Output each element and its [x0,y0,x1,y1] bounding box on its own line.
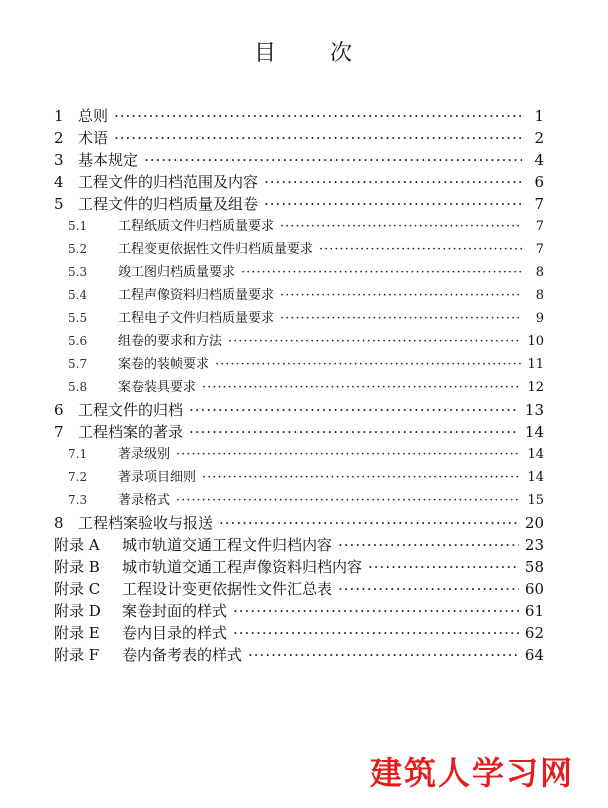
toc-page-number: 8 [535,288,544,303]
toc-entry-title: 著录格式 [118,493,171,508]
toc-dot-leader [219,512,519,534]
toc-entry[interactable] [54,512,544,534]
toc-page-number: 15 [527,493,544,508]
toc-entry-title: 案卷装具要求 [118,380,197,395]
toc-entry[interactable] [54,556,544,578]
toc-entry-title: 案卷封面的样式 [122,602,228,620]
toc-entry[interactable] [54,127,544,149]
toc-entry-title: 工程档案的著录 [78,423,184,441]
toc-entry-title: 工程纸质文件归档质量要求 [118,219,275,234]
toc-entry-title: 工程文件的归档范围及内容 [78,173,259,191]
toc-dot-leader [280,285,522,307]
toc-page-number: 7 [535,219,544,234]
toc-page-number: 14 [524,423,544,441]
toc-page-number: 10 [527,334,544,349]
toc-entry[interactable] [54,307,544,330]
toc-page-number: 58 [524,558,544,576]
toc-entry-number: 7 [54,423,64,441]
toc-entry-title: 工程文件的归档 [78,401,184,419]
toc-entry[interactable] [54,600,544,622]
toc-dot-leader [319,239,522,261]
toc-page-number: 9 [535,311,544,326]
toc-page-number: 20 [524,514,544,532]
toc-page-number: 23 [524,536,544,554]
toc-dot-leader [228,331,521,353]
toc-entry[interactable] [54,644,544,666]
toc-dot-leader [202,377,521,399]
toc-entry-title: 竣工图归档质量要求 [118,265,236,280]
toc-entry-title: 案卷的装帧要求 [118,357,210,372]
toc-entry-title: 基本规定 [78,151,139,169]
toc-entry[interactable] [54,443,544,466]
toc-page-number: 61 [524,602,544,620]
toc-entry[interactable] [54,466,544,489]
toc-page-number: 7 [535,242,544,257]
toc-dot-leader [338,578,519,600]
toc-entry-number: 6 [54,401,64,419]
page-title [0,36,608,67]
toc-page-number: 14 [527,447,544,462]
toc-entry-title: 著录级别 [118,447,171,462]
toc-entry[interactable] [54,261,544,284]
toc-page-number: 2 [534,129,544,147]
toc-dot-leader [189,399,519,421]
toc-entry-number: 2 [54,129,64,147]
toc-entry-title: 著录项目细则 [118,470,197,485]
toc-entry-number: 7.3 [68,493,88,507]
title-char-left: 目 [253,41,278,66]
toc-entry-title: 城市轨道交通工程声像资料归档内容 [122,558,363,576]
toc-entry[interactable] [54,171,544,193]
toc-entry-number: 附录 E [54,624,100,642]
title-char-right: 次 [330,41,355,66]
toc-entry-title: 总则 [78,107,109,125]
toc-entry-number: 1 [54,107,64,125]
toc-entry[interactable] [54,238,544,261]
toc-page-number: 62 [524,624,544,642]
toc-entry-number: 附录 B [54,558,100,576]
toc-entry[interactable] [54,215,544,238]
toc-entry-number: 附录 D [54,602,101,620]
toc-entry-title: 城市轨道交通工程文件归档内容 [122,536,333,554]
toc-entry[interactable] [54,105,544,127]
toc-page-number: 12 [527,380,544,395]
toc-entry-number: 7.2 [68,470,88,484]
toc-dot-leader [280,216,522,238]
toc-dot-leader [114,127,522,149]
toc-entry-number: 附录 C [54,580,101,598]
toc-entry-title: 术语 [78,129,109,147]
toc-page-number: 13 [524,401,544,419]
toc-page-number: 7 [534,195,544,213]
toc-entry-number: 8 [54,514,64,532]
toc-page-number: 60 [524,580,544,598]
toc-entry-number: 5.1 [68,219,88,233]
toc-page-number: 6 [534,173,544,191]
toc-entry-number: 附录 A [54,536,100,554]
toc-entry-title: 卷内备考表的样式 [122,646,243,664]
toc-dot-leader [176,444,521,466]
toc-entry[interactable] [54,578,544,600]
toc-entry[interactable] [54,376,544,399]
toc-dot-leader [264,171,522,193]
toc-entry-number: 5.6 [68,334,88,348]
toc-entry-number: 5.3 [68,265,88,279]
toc-entry[interactable] [54,353,544,376]
toc-dot-leader [189,421,519,443]
toc-entry[interactable] [54,622,544,644]
toc-entry-number: 5 [54,195,64,213]
toc-entry-title: 组卷的要求和方法 [118,334,223,349]
toc-entry-number: 5.4 [68,288,88,302]
toc-dot-leader [215,354,521,376]
toc-page-number: 14 [527,470,544,485]
toc-dot-leader [241,262,522,284]
toc-entry-title: 工程设计变更依据性文件汇总表 [122,580,333,598]
toc-entry[interactable] [54,330,544,353]
toc-dot-leader [368,556,519,578]
toc-dot-leader [144,149,522,171]
watermark-logo: 建筑人学习网 [369,754,574,792]
toc-entry-number: 4 [54,173,64,191]
toc-entry-title: 工程声像资料归档质量要求 [118,288,275,303]
toc-dot-leader [233,600,519,622]
toc-entry-number: 7.1 [68,447,88,461]
toc-dot-leader [114,105,522,127]
toc-entry-number: 5.7 [68,357,88,371]
toc-dot-leader [280,308,522,330]
toc-entry-title: 卷内目录的样式 [122,624,228,642]
toc-entry-title: 工程文件的归档质量及组卷 [78,195,259,213]
toc-entry-number: 5.8 [68,380,88,394]
toc-entry-title: 工程档案验收与报送 [78,514,214,532]
toc-dot-leader [248,644,519,666]
toc-entry[interactable] [54,421,544,443]
toc-page-number: 4 [534,151,544,169]
toc-entry[interactable] [54,193,544,215]
toc-entry-title: 工程变更依据性文件归档质量要求 [118,242,314,257]
toc-entry-number: 5.2 [68,242,88,256]
toc-entry-number: 3 [54,151,64,169]
toc-dot-leader [202,467,521,489]
toc-dot-leader [233,622,519,644]
toc-page-number: 1 [534,107,544,125]
toc-entry-number: 附录 F [54,646,100,664]
toc-entry[interactable] [54,149,544,171]
toc-page-number: 11 [527,357,544,372]
toc-dot-leader [338,534,519,556]
toc-dot-leader [176,490,521,512]
toc-dot-leader [264,193,522,215]
toc-entry-title: 工程电子文件归档质量要求 [118,311,275,326]
toc-entry-number: 5.5 [68,311,88,325]
toc-page-number: 64 [524,646,544,664]
toc-entry[interactable] [54,534,544,556]
toc-entry[interactable] [54,489,544,512]
toc-entry[interactable] [54,284,544,307]
toc-page-number: 8 [535,265,544,280]
table-of-contents [54,105,544,666]
toc-entry[interactable] [54,399,544,421]
